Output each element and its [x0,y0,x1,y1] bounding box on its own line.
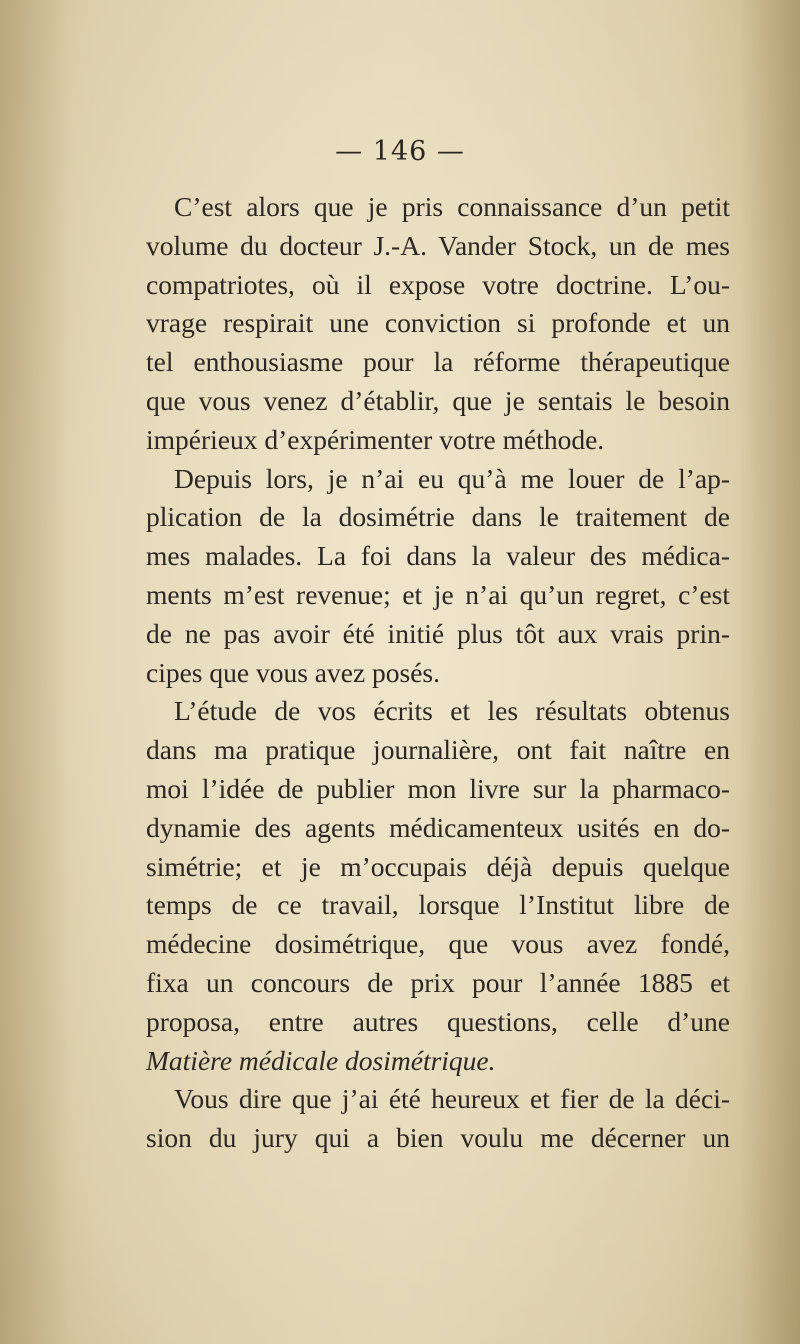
text-line: proposa, entre autres questions, celle d’une [146,1005,730,1037]
page-edge-shadow-right [740,0,800,1344]
text-line: volume du docteur J.-A. Vander Stock, un de mes [146,229,730,261]
text-line: cipes que vous avez posés. [146,656,441,688]
text-line: mes malades. La foi dans la valeur des médica- [146,540,730,572]
text-line: simétrie; et je m’occupais déjà depuis quelque [146,850,730,882]
text-line: médecine dosimétrique, que vous avez fondé, [146,928,730,960]
text-line: que vous venez d’établir, que je sentais le besoin [146,384,730,416]
text-line: sion du jury qui a bien voulu me décerner un [146,1122,730,1154]
text-line: impérieux d’expérimenter votre méthode. [146,423,605,455]
text-line: tel enthousiasme pour la réforme thérapeutique [146,346,730,378]
text-line: ments m’est revenue; et je n’ai qu’un regret, c’est [146,578,730,610]
body-text [146,188,730,1158]
text-line: de ne pas avoir été initié plus tôt aux vrais prin- [146,617,730,649]
page-number: — 146 — [335,136,465,167]
text-line: temps de ce travail, lorsque l’Institut libre de [146,889,730,921]
page-edge-shadow-left [0,0,70,1344]
text-line: vrage respirait une conviction si profonde et un [146,307,730,339]
text-line: dans ma pratique journalière, ont fait naître en [146,734,730,766]
text-line: Matière médicale dosimétrique. [146,1044,496,1076]
text-line: moi l’idée de publier mon livre sur la pharmaco- [146,772,730,804]
text-line: fixa un concours de prix pour l’année 1885 et [146,966,730,998]
text-line: plication de la dosimétrie dans le traitement de [146,501,730,533]
text-line: Vous dire que j’ai été heureux et fier de la déci- [174,1083,730,1115]
text-line: C’est alors que je pris connaissance d’un petit [174,191,730,222]
text-line: compatriotes, où il expose votre doctrine. L’ou- [146,268,730,300]
text-line: dynamie des agents médicamenteux usités en do- [146,811,730,843]
text-line: Depuis lors, je n’ai eu qu’à me louer de l’ap- [174,462,730,494]
text-line: L’étude de vos écrits et les résultats obtenus [174,695,730,727]
